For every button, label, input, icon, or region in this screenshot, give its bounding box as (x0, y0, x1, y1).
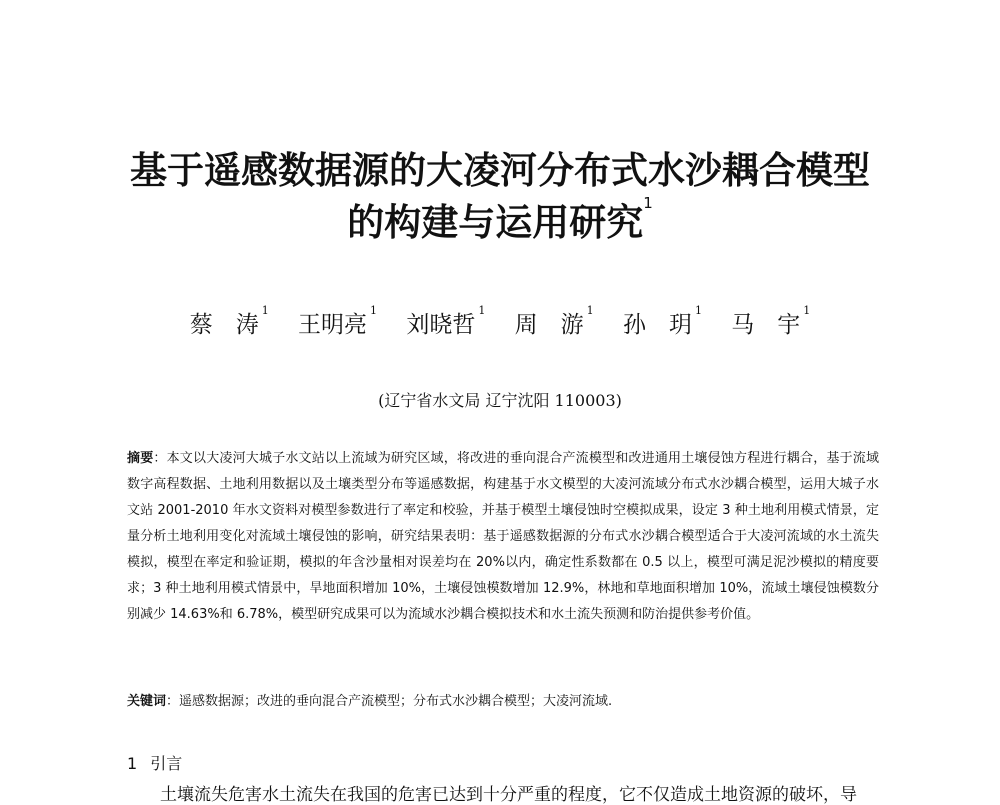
abstract-text: ：本文以大凌河大城子水文站以上流域为研究区域，将改进的垂向混合产流模型和改进通用土壤侵蚀方程进行耦合，基于流域数字高程数据、土地利用数据以及土壤类型分布等遥感数据，构建基于水文模型的大凌河流域分布式水沙耦合模型，运用大城子水文站 2001-2010 年水文资料对模型参数进行了率定和校验，并基于模型土壤侵蚀时空模拟成果，设定 3 种土地利用模式情景，定量分析土地利用变化对流域土壤侵蚀的影响，研究结果表明：基于遥感数据源的分布式水沙耦合模型适合于大凌河流域的水土流失模拟，模型在率定和验证期，模拟的年含沙量相对误差均在 20%以内，确定性系数都在 0.5 以上，模型可满足泥沙模拟的精度要求；3 种土地利用模式情景中，旱地面积增加 10%，土壤侵蚀模数增加 12.9%，林地和草地面积增加 10%，流域土壤侵蚀模数分别减少 14.63%和 6.78%，模型研究成果可以为流域水沙耦合模拟技术和水土流失预测和防治提供参考价值。 (127, 451, 879, 622)
author-5 (623, 306, 702, 339)
author-name: 马 宇 (731, 312, 801, 338)
author-2 (298, 306, 377, 339)
section-number: 1 (127, 754, 138, 773)
author-affil-mark: 1 (370, 304, 378, 317)
author-affil-mark: 1 (261, 304, 269, 317)
author-name: 王明亮 (298, 312, 368, 338)
paper-title-line-1 (0, 140, 1000, 194)
title-text-1: 基于遥感数据源的大凌河分布式水沙耦合模型 (130, 149, 870, 192)
abstract-label: 摘要 (127, 451, 154, 466)
author-name: 刘晓哲 (406, 312, 476, 338)
title-text-2: 的构建与运用研究 (347, 201, 644, 244)
author-affil-mark: 1 (803, 304, 811, 317)
paper-title-line-2 (0, 192, 1000, 246)
abstract (127, 446, 879, 628)
title-footnote-mark: 1 (643, 194, 653, 212)
author-name: 孙 玥 (622, 312, 692, 338)
author-name: 蔡 涛 (189, 312, 259, 338)
affiliation: (辽宁省水文局 辽宁沈阳 110003) (378, 391, 622, 410)
author-affil-mark: 1 (586, 304, 594, 317)
section-title: 引言 (150, 754, 183, 773)
keywords (127, 689, 879, 715)
author-6 (731, 306, 810, 339)
author-affil-mark: 1 (694, 304, 702, 317)
author-1 (190, 306, 269, 339)
section-heading (127, 751, 182, 774)
author-4 (515, 306, 594, 339)
keywords-label: 关键词 (127, 694, 167, 709)
author-list (0, 306, 1000, 339)
author-name: 周 游 (514, 312, 584, 338)
author-3 (406, 306, 485, 339)
author-affil-mark: 1 (478, 304, 486, 317)
body-paragraph: 土壤流失危害水土流失在我国的危害已达到十分严重的程度，它不仅造成土地资源的破坏，导 (160, 785, 857, 805)
keywords-text: ：遥感数据源；改进的垂向混合产流模型；分布式水沙耦合模型；大凌河流域. (166, 694, 613, 709)
